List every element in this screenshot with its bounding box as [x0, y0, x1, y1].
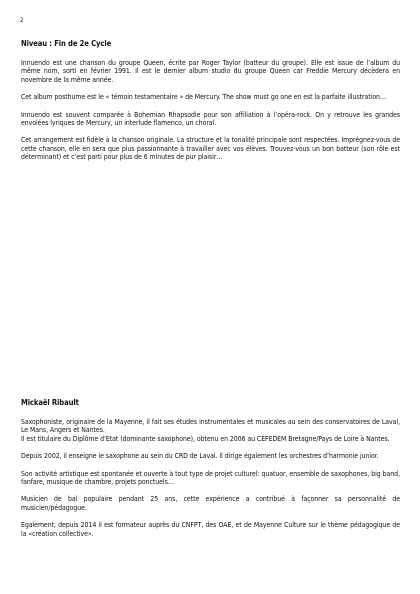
- level-paragraph-4: Cet arrangement est fidèle à la chanson originale. La structure et la tonalité principale sont respectées. Imprégnez-vous de cette chanson, elle en sera que plus passionnante à travailler avec vos élèves. Trouvez-vous un bon batteur (son rôle est déterminant) et c’est parti pour plus de 6 minutes de pur plaisir…: [21, 136, 400, 162]
- level-paragraph-3: Innuendo est souvent comparée à Bohemian Rhapsodie pour son affiliation à l’opéra-rock. On y retrouve les grandes envolées lyriques de Mercury, un interlude flamenco, un choral.: [21, 110, 400, 128]
- level-section: [21, 39, 400, 171]
- author-paragraph-5: Egalement, depuis 2014 il est formateur auprès du CNFPT, des OAE, et de Mayenne Culture sur le thème pédagogique de la «création collective».: [21, 521, 400, 538]
- author-paragraph-2: Depuis 2002, il enseigne le saxophone au sein du CRD de Laval. Il dirige également les orchestres d’harmonie junior.: [21, 452, 379, 461]
- level-heading: Niveau : Fin de 2e Cycle: [21, 39, 112, 48]
- author-name: Mickaël Ribault: [21, 398, 79, 407]
- page-number: 2: [20, 17, 24, 24]
- author-paragraph-1: Saxophoniste, originaire de la Mayenne, il fait ses études instrumentales et musicales au sein des conservatoires de Laval, Le Mans, Angers et Nantes. Il est titulaire du Diplôme d’Etat (dominante saxophone), obtenu en 2006 au CEFEDEM Bretagne/Pays de Loire à Nantes.: [21, 418, 400, 443]
- author-section: [21, 398, 400, 547]
- author-paragraph-4: Musicien de bal populaire pendant 25 ans, cette expérience a contribué à façonner sa personnalité de musicien/pédagogue.: [21, 495, 400, 512]
- author-paragraph-3: Son activité artistique est spontanée et ouverte à tout type de projet culturel: quatuor, ensemble de saxophones, big band, fanfare, musique de chambre, projets ponctuels…: [21, 469, 400, 487]
- level-paragraph-1: Innuendo est une chanson du groupe Queen, écrite par Roger Taylor (batteur du groupe). Elle est issue de l’album du même nom, sorti en février 1991. Il est le dernier album studio du groupe Queen car Freddie Mercury décèdera en novembre de la même année.: [21, 59, 400, 84]
- level-paragraph-2: Cet album posthume est le « témoin testamentaire » de Mercury. The show must go one en est la parfaite illustration…: [21, 93, 387, 102]
